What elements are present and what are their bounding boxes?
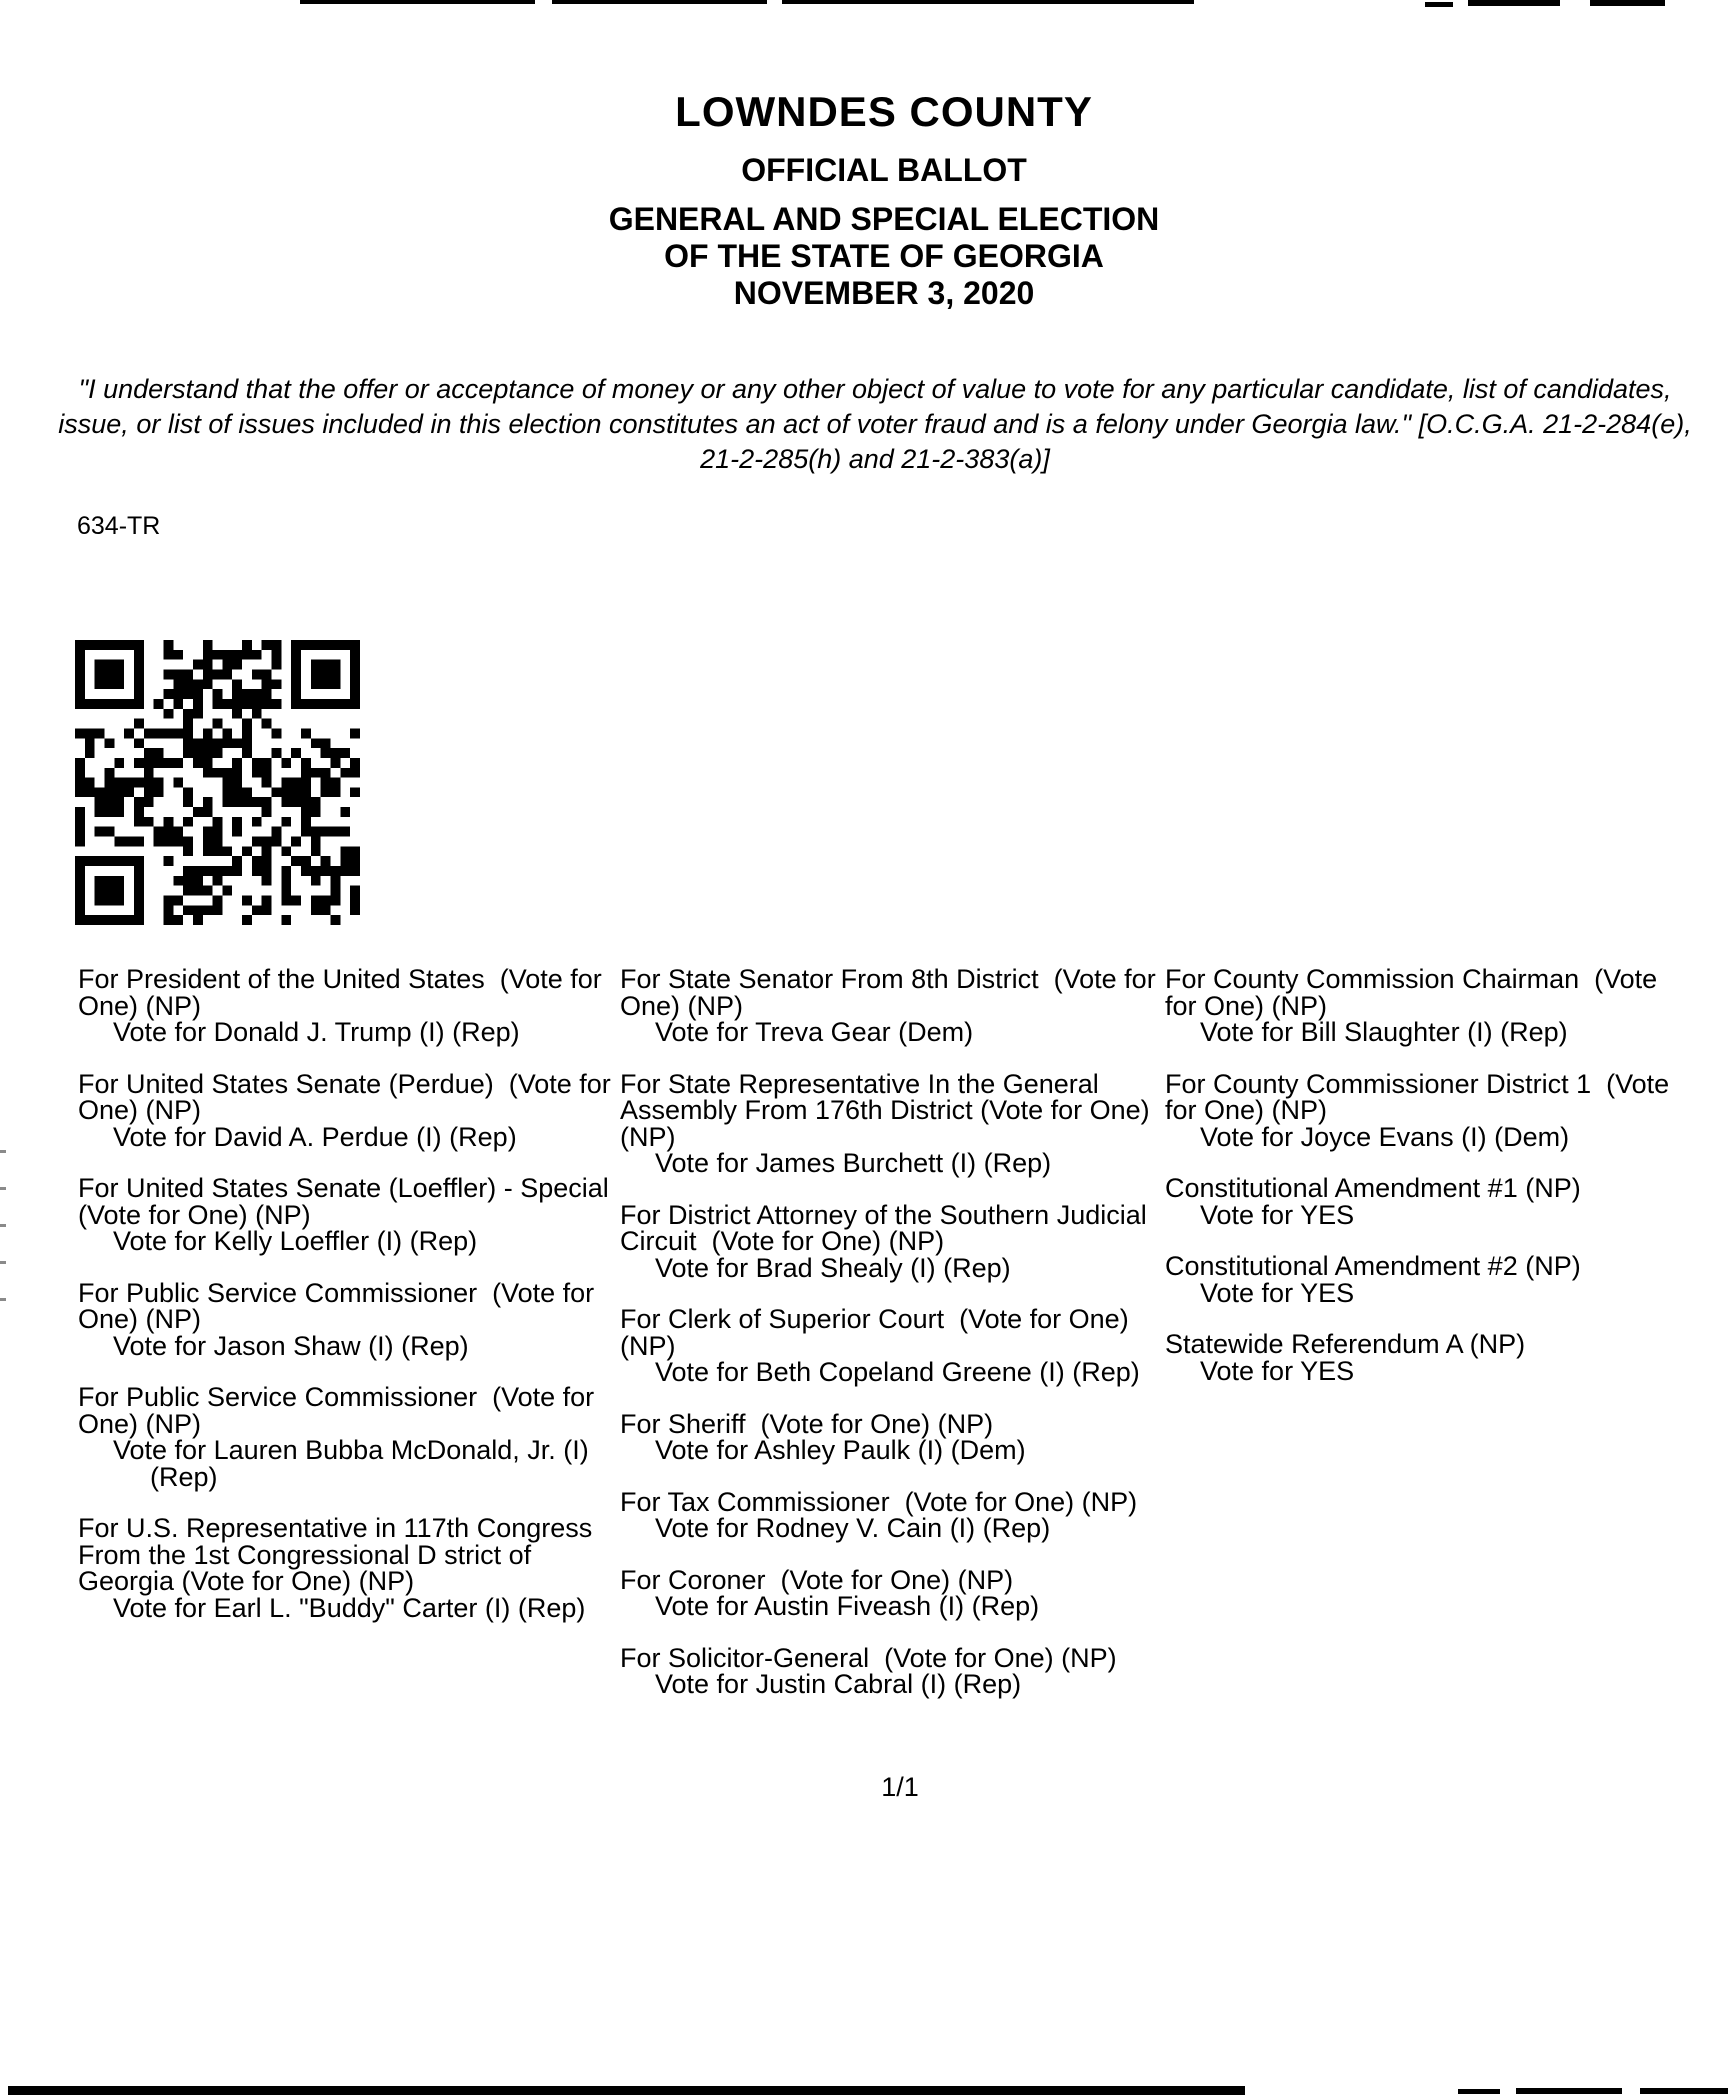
contest-title: Constitutional Amendment #2 (NP) <box>1165 1251 1581 1281</box>
contest <box>1165 1331 1692 1384</box>
contest-selection: Vote for YES <box>1200 1277 1355 1308</box>
contest <box>620 1306 1165 1386</box>
contest-selection: Vote for Bill Slaughter (I) (Rep) <box>1200 1017 1568 1047</box>
contest-selection: Vote for Beth Copeland Greene (I) (Rep) <box>655 1357 1140 1387</box>
ballot-header <box>40 88 1728 312</box>
contest <box>78 1175 623 1255</box>
scan-artifact <box>782 0 1194 4</box>
contest <box>1165 1068 1692 1152</box>
contest <box>78 1068 623 1152</box>
contest-title: For Solicitor-General (Vote for One) (NP) <box>620 1642 1117 1673</box>
contest <box>620 1486 1165 1543</box>
scan-artifact <box>0 1298 6 1301</box>
contest-title: For Coroner (Vote for One) (NP) <box>620 1564 1014 1595</box>
contest <box>620 1068 1165 1178</box>
fraud-notice: "I understand that the offer or acceptance of money or any other object of value to vote for any particular candidate, list of candidates, issue, or list of issues included in this election constitutes an act of voter fraud and is a felony under Georgia law." [O.C.G.A. 21-2-284(e), 21-2-285(h) and 21-2-383(a)] <box>58 374 1692 474</box>
contest-column-3 <box>1165 966 1692 1409</box>
contest-title: For Tax Commissioner (Vote for One) (NP) <box>620 1486 1138 1517</box>
contest-title: For Clerk of Superior Court (Vote for One) (NP) <box>620 1304 1137 1361</box>
contest-title: For United States Senate (Perdue) (Vote for One) (NP) <box>78 1068 619 1125</box>
contest <box>78 1277 623 1361</box>
contest-selection: Vote for YES <box>1200 1355 1355 1386</box>
contest-title: For United States Senate (Loeffler) - Special (Vote for One) (NP) <box>78 1173 624 1230</box>
contest-selection: Vote for Kelly Loeffler (I) (Rep) <box>113 1226 478 1256</box>
contest <box>620 966 1165 1046</box>
ballot-title: OFFICIAL BALLOT <box>741 152 1027 188</box>
election-name-line2: OF THE STATE OF GEORGIA <box>664 238 1104 274</box>
contest-title: For County Commissioner District 1 (Vote for One) (NP) <box>1165 1068 1677 1125</box>
contest <box>620 1642 1165 1699</box>
contest-title: For State Senator From 8th District (Vote for One) (NP) <box>620 964 1164 1021</box>
contest-selection: Vote for Treva Gear (Dem) <box>655 1017 974 1047</box>
contest-selection: Vote for Joyce Evans (I) (Dem) <box>1200 1121 1570 1152</box>
contest-selection: Vote for Rodney V. Cain (I) (Rep) <box>655 1513 1051 1543</box>
contest <box>1165 1253 1692 1306</box>
contest-title: Constitutional Amendment #1 (NP) <box>1165 1173 1581 1203</box>
contest <box>78 1384 623 1490</box>
scan-artifact <box>0 1224 6 1227</box>
scan-artifact <box>0 1187 6 1190</box>
contest <box>1165 1175 1692 1228</box>
contest <box>78 966 623 1046</box>
contest-selection: Vote for Earl L. "Buddy" Carter (I) (Rep) <box>113 1592 586 1623</box>
contest-selection: Vote for Justin Cabral (I) (Rep) <box>655 1669 1022 1699</box>
county-title: LOWNDES COUNTY <box>675 88 1093 135</box>
scan-artifact <box>1468 0 1560 6</box>
contest-title: For President of the United States (Vote for One) (NP) <box>78 964 610 1021</box>
contest-selection: Vote for Lauren Bubba McDonald, Jr. (I) (Rep) <box>113 1435 597 1492</box>
contest <box>620 1408 1165 1465</box>
scan-artifact <box>552 0 767 4</box>
contest-column-2 <box>620 966 1165 1723</box>
contest-title: For State Representative In the General Assembly From 176th District (Vote for One) (NP) <box>620 1068 1158 1152</box>
contest-selection: Vote for James Burchett (I) (Rep) <box>655 1148 1052 1178</box>
scan-artifact <box>8 2086 1245 2095</box>
contest-title: For Sheriff (Vote for One) (NP) <box>620 1408 994 1439</box>
contest-selection: Vote for Austin Fiveash (I) (Rep) <box>655 1591 1040 1621</box>
qr-code-icon <box>75 640 360 925</box>
contest-selection: Vote for Donald J. Trump (I) (Rep) <box>113 1017 520 1047</box>
contest-title: For County Commission Chairman (Vote for One) (NP) <box>1165 964 1665 1021</box>
scan-artifact <box>0 1261 6 1264</box>
contest-title: For District Attorney of the Southern Judicial Circuit (Vote for One) (NP) <box>620 1199 1155 1256</box>
scan-artifact <box>1590 0 1665 6</box>
contest-selection: Vote for Jason Shaw (I) (Rep) <box>113 1330 469 1361</box>
contest-selection: Vote for David A. Perdue (I) (Rep) <box>113 1121 517 1152</box>
contest-column-1 <box>78 966 623 1646</box>
scan-artifact <box>1458 2089 1500 2094</box>
election-name-line1: GENERAL AND SPECIAL ELECTION <box>608 201 1160 237</box>
contest <box>620 1564 1165 1621</box>
contest-selection: Vote for Ashley Paulk (I) (Dem) <box>655 1435 1026 1465</box>
scan-artifact <box>1640 2088 1728 2094</box>
ballot-style-code: 634-TR <box>77 512 161 540</box>
contest <box>620 1199 1165 1283</box>
scan-artifact <box>1425 2 1453 7</box>
contest-title: For U.S. Representative in 117th Congress From the 1st Congressional D strict of Georgia (Vote for One) (NP) <box>78 1513 600 1596</box>
contest-title: For Public Service Commissioner (Vote for One) (NP) <box>78 1277 602 1334</box>
contest <box>78 1515 623 1621</box>
contest-selection: Vote for YES <box>1200 1199 1355 1230</box>
election-date: NOVEMBER 3, 2020 <box>733 275 1035 311</box>
page-indicator: 1/1 <box>881 1772 919 1802</box>
contest <box>1165 966 1692 1046</box>
contest-selection: Vote for Brad Shealy (I) (Rep) <box>655 1252 1011 1283</box>
contest-title: Statewide Referendum A (NP) <box>1165 1329 1526 1359</box>
scan-artifact <box>300 0 535 4</box>
contest-title: For Public Service Commissioner (Vote for One) (NP) <box>78 1382 602 1439</box>
scan-artifact <box>1516 2088 1622 2094</box>
scan-artifact <box>0 1150 6 1153</box>
